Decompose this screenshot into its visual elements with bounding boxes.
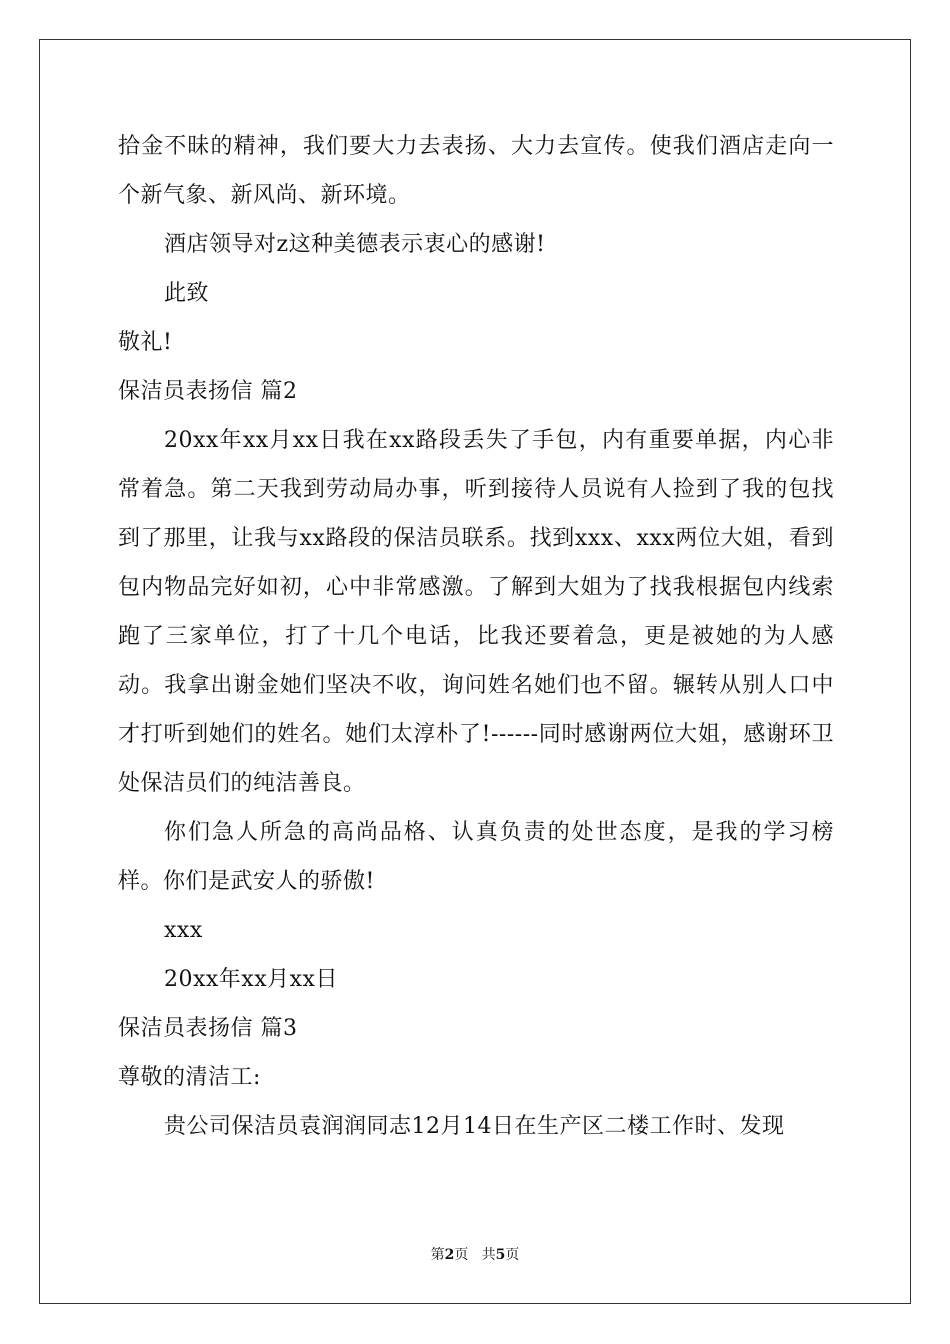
footer-total-prefix: 共 <box>481 1247 496 1263</box>
signature: xxx <box>164 918 203 943</box>
date: 20xx年xx月xx日 <box>164 967 338 992</box>
footer-total-suffix: 页 <box>505 1247 520 1263</box>
footer-prefix: 第 <box>430 1247 445 1263</box>
section-heading: 保洁员表扬信 篇2 <box>118 379 298 404</box>
paragraph: 你们急人所急的高尚品格、认真负责的处世态度，是我的学习榜样。你们是武安人的骄傲! <box>118 820 834 894</box>
total-page-count: 5 <box>495 1247 506 1263</box>
paragraph: 20xx年xx月xx日我在xx路段丢失了手包，内有重要单据，内心非常着急。第二天我到劳动局办事，听到接待人员说有人捡到了我的包找到了那里，让我与xx路段的保洁员联系。找到xxx、xxx两位大姐，看到包内物品完好如初，心中非常感激。了解到大姐为了找我根据包内线索跑了三家单位，打了十几个电话，比我还要着急，更是被她的为人感动。我拿出谢金她们坚决不收，询问姓名她们也不留。辗转从别人口中才打听到她们的姓名。她们太淳朴了!------同时感谢两位大姐，感谢环卫处保洁员们的纯洁善良。 <box>118 428 834 796</box>
current-page-number: 2 <box>444 1247 455 1263</box>
paragraph: 拾金不昧的精神，我们要大力去表扬、大力去宣传。使我们酒店走向一个新气象、新风尚、新环境。 <box>118 134 834 208</box>
greeting: 尊敬的清洁工: <box>118 1065 261 1090</box>
closing-regards: 敬礼! <box>118 330 173 355</box>
paragraph: 酒店领导对z这种美德表示衷心的感谢! <box>164 232 546 257</box>
footer-page-suffix: 页 <box>454 1247 469 1263</box>
document-body <box>118 122 834 1151</box>
section-heading: 保洁员表扬信 篇3 <box>118 1016 298 1041</box>
closing-salutation: 此致 <box>164 281 210 306</box>
paragraph: 贵公司保洁员袁润润同志12月14日在生产区二楼工作时、发现 <box>164 1114 785 1139</box>
page-footer <box>0 1246 950 1264</box>
